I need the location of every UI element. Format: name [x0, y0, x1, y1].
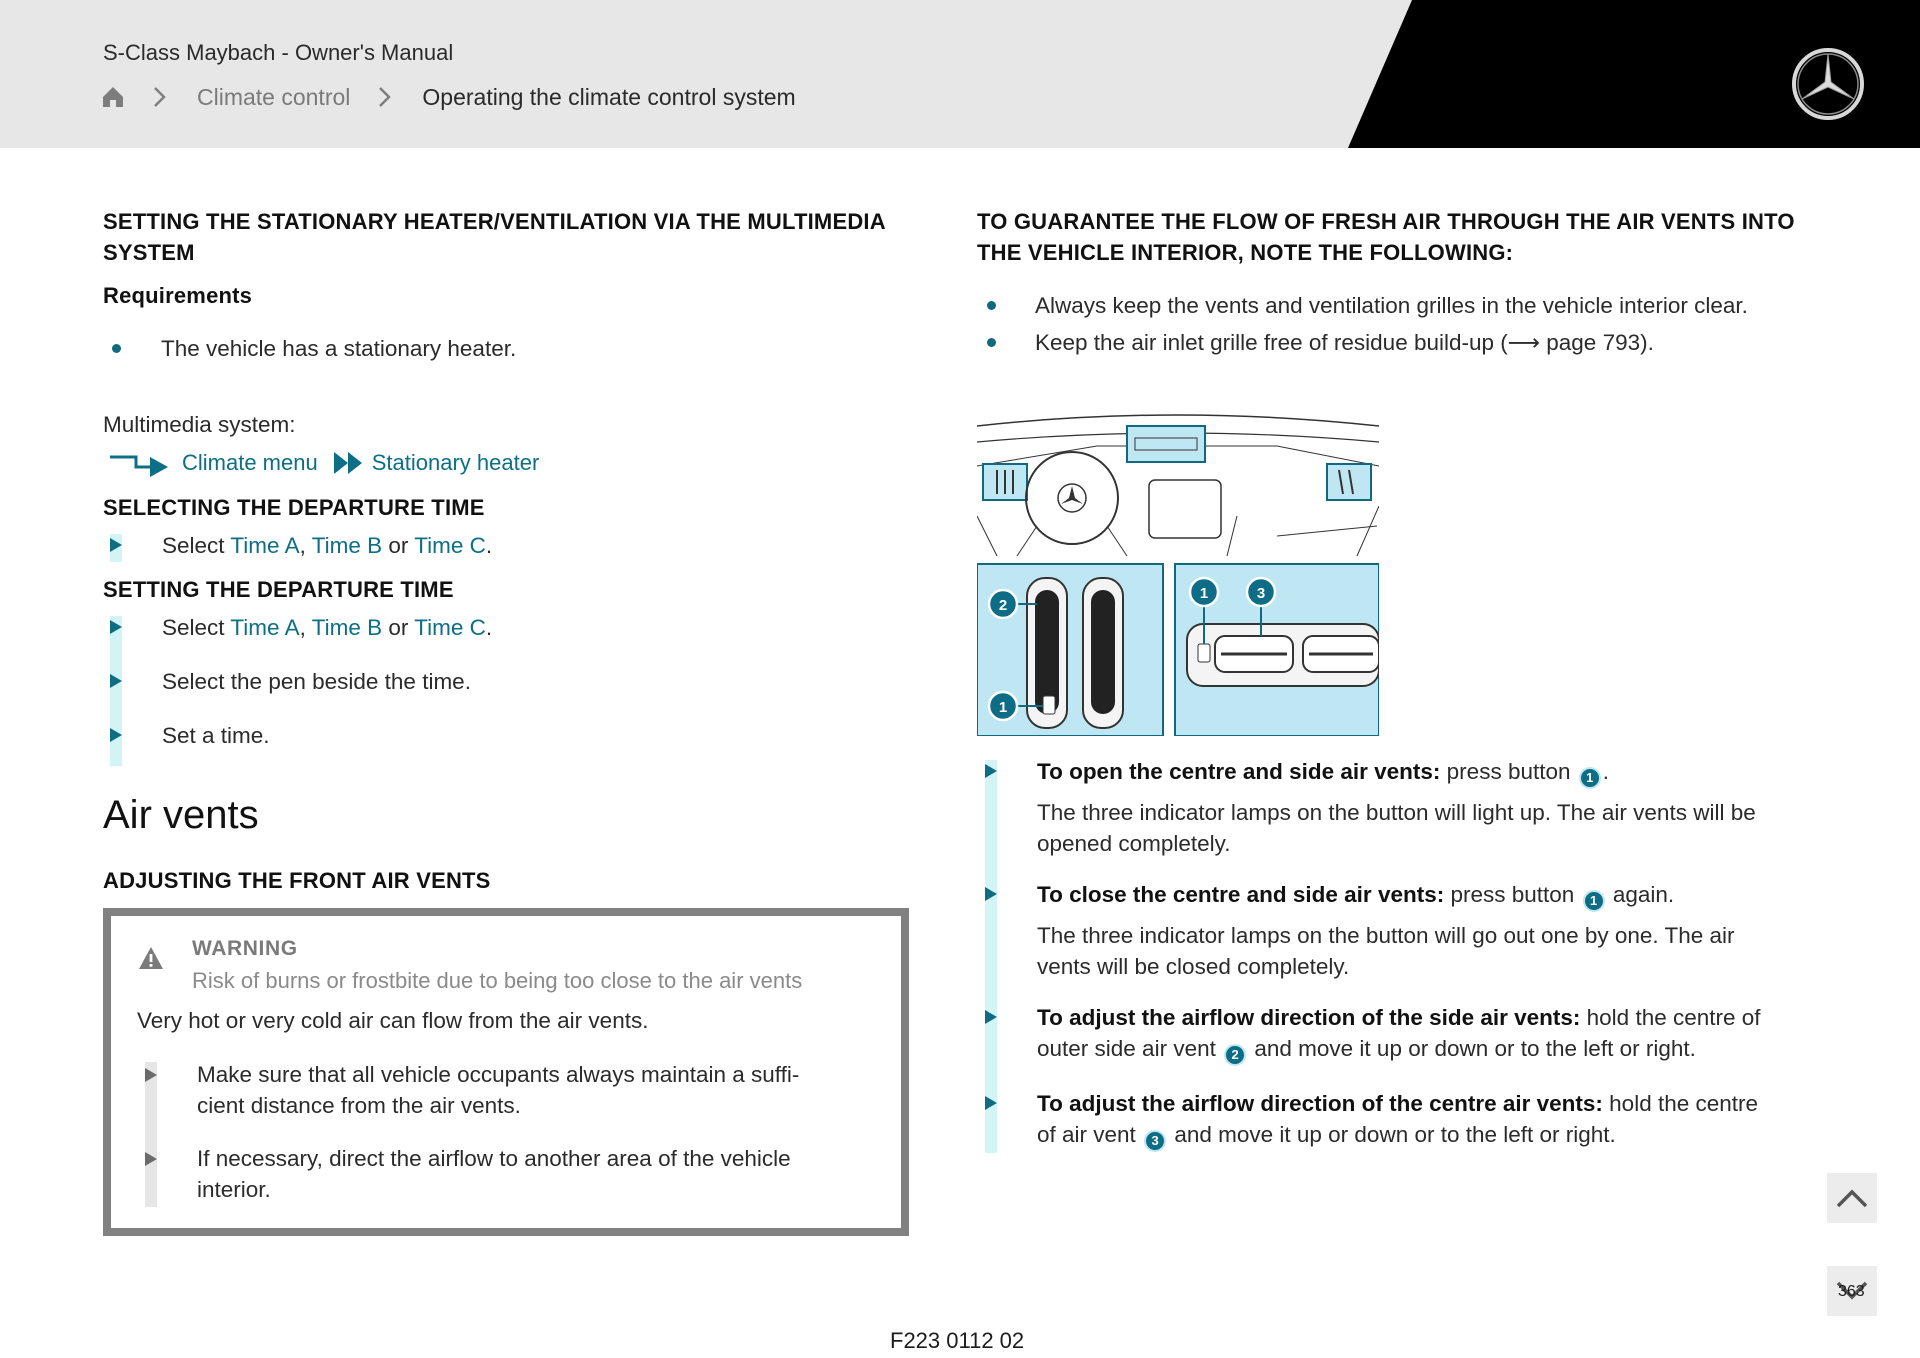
- vent-2-icon: 2: [1224, 1044, 1246, 1066]
- air-vents-illustration: [977, 406, 1379, 736]
- step-bar: [110, 616, 122, 766]
- step-bar: [985, 760, 997, 1153]
- bullet-dot: [987, 338, 996, 347]
- step-arrow-icon: [110, 620, 122, 634]
- step-adjust-side-vents: To adjust the airflow direction of the side air vents: hold the centre of outer side air vent 2 and move it up or down or to the left or right.: [1037, 1002, 1797, 1066]
- warning-subtitle: Risk of burns or frostbite due to being too close to the air vents: [192, 968, 803, 993]
- time-c-link[interactable]: Time C: [414, 615, 486, 640]
- adjusting-front-air-vents-heading: ADJUSTING THE FRONT AIR VENTS: [103, 868, 491, 893]
- centre-vent-highlight: [1127, 426, 1205, 462]
- step-open-vents: To open the centre and side air vents: press button 1 . The three indicator lamps on the button will light up. The air vents will be opened completely.: [1037, 759, 1756, 856]
- step-arrow-icon: [985, 1010, 997, 1024]
- selecting-departure-time-heading: SELECTING THE DEPARTURE TIME: [103, 495, 485, 520]
- mercedes-star-logo: [1790, 46, 1866, 122]
- scroll-up-button[interactable]: [1827, 1173, 1877, 1223]
- setting-departure-time-heading: SETTING THE DEPARTURE TIME: [103, 577, 454, 602]
- step-arrow-icon: [145, 1152, 157, 1166]
- bullet-air-inlet-grille: Keep the air inlet grille free of residue build-up (⟶ page 793).: [1035, 330, 1654, 355]
- button-1-icon: 1: [1579, 767, 1601, 789]
- step-close-vents: To close the centre and side air vents: press button 1 again. The three indicator lamps on the button will go out one by one. The air vents will be closed completely.: [1037, 882, 1735, 979]
- time-c-link[interactable]: Time C: [414, 533, 486, 558]
- callout-1-side: 1: [998, 699, 1008, 716]
- step-arrow-icon: [985, 887, 997, 901]
- step-arrow-icon: [110, 674, 122, 688]
- chevron-up-icon: [1835, 1187, 1869, 1209]
- chevron-right-icon: [374, 85, 394, 109]
- warning-step-airflow: If necessary, direct the airflow to another area of the vehicle interior.: [197, 1146, 791, 1202]
- header-black-band: [0, 0, 1920, 148]
- warning-step-distance: Make sure that all vehicle occupants always maintain a suffi- cient distance from the air vents.: [197, 1062, 800, 1118]
- multimedia-label: Multimedia system:: [103, 412, 296, 437]
- document-title: S-Class Maybach - Owner's Manual: [103, 40, 454, 65]
- step-arrow-icon: [985, 764, 997, 778]
- setting-step-select: Select Time A, Time B or Time C.: [162, 615, 493, 640]
- bullet-dot: [112, 344, 121, 353]
- callout-1-centre: 1: [1199, 585, 1209, 602]
- selecting-step: Select Time A, Time B or Time C.: [162, 533, 493, 558]
- menu-path: [108, 448, 539, 478]
- air-vents-heading: Air vents: [103, 793, 259, 837]
- step-arrow-icon: [985, 1096, 997, 1110]
- menu-entry-arrow-icon: [108, 449, 172, 477]
- time-a-link[interactable]: Time A: [230, 615, 300, 640]
- menu-item-climate-menu[interactable]: Climate menu: [182, 450, 318, 475]
- breadcrumb-climate-control[interactable]: Climate control: [197, 83, 351, 110]
- home-icon[interactable]: [101, 85, 125, 109]
- double-chevron-icon: [332, 450, 366, 476]
- button-1-icon: 1: [1583, 890, 1605, 912]
- right-side-vent-highlight: [1327, 464, 1371, 500]
- bullet-keep-vents-clear: Always keep the vents and ventilation grilles in the vehicle interior clear.: [1035, 293, 1748, 318]
- step-arrow-icon: [145, 1068, 157, 1082]
- fresh-air-heading: TO GUARANTEE THE FLOW OF FRESH AIR THROUGH THE AIR VENTS INTO THE VEHICLE INTERIOR, NOTE THE FOLLOWING:: [977, 209, 1795, 265]
- time-b-link[interactable]: Time B: [311, 615, 383, 640]
- document-code: F223 0112 02: [890, 1328, 1025, 1353]
- setting-step-set-time: Set a time.: [162, 723, 270, 748]
- time-a-link[interactable]: Time A: [230, 533, 300, 558]
- menu-item-stationary-heater[interactable]: Stationary heater: [371, 450, 540, 475]
- time-b-link[interactable]: Time B: [311, 533, 383, 558]
- setting-step-pen: Select the pen beside the time.: [162, 669, 471, 694]
- warning-text: Very hot or very cold air can flow from the air vents.: [137, 1008, 649, 1033]
- section-title-stationary-heater: SETTING THE STATIONARY HEATER/VENTILATION VIA THE MULTIMEDIA SYSTEM: [103, 209, 886, 265]
- step-arrow-icon: [110, 538, 122, 552]
- page-header: [0, 0, 1920, 148]
- vent-3-icon: 3: [1144, 1130, 1166, 1152]
- step-arrow-icon: [110, 728, 122, 742]
- breadcrumb: [101, 82, 796, 112]
- requirement-item: The vehicle has a stationary heater.: [161, 336, 517, 361]
- callout-2: 2: [998, 597, 1008, 614]
- breadcrumb-current-page: Operating the climate control system: [422, 83, 796, 110]
- callout-3: 3: [1256, 585, 1266, 602]
- page-number: 363: [1838, 1283, 1865, 1300]
- chevron-right-icon: [149, 85, 169, 109]
- step-adjust-centre-vents: To adjust the airflow direction of the centre air vents: hold the centre of air vent 3 and move it up or down or to the left or right.: [1037, 1088, 1797, 1152]
- requirements-heading: Requirements: [103, 283, 253, 308]
- warning-triangle-icon: [138, 946, 164, 970]
- step-bar: [145, 1062, 157, 1207]
- bullet-dot: [987, 301, 996, 310]
- warning-title: WARNING: [192, 937, 298, 960]
